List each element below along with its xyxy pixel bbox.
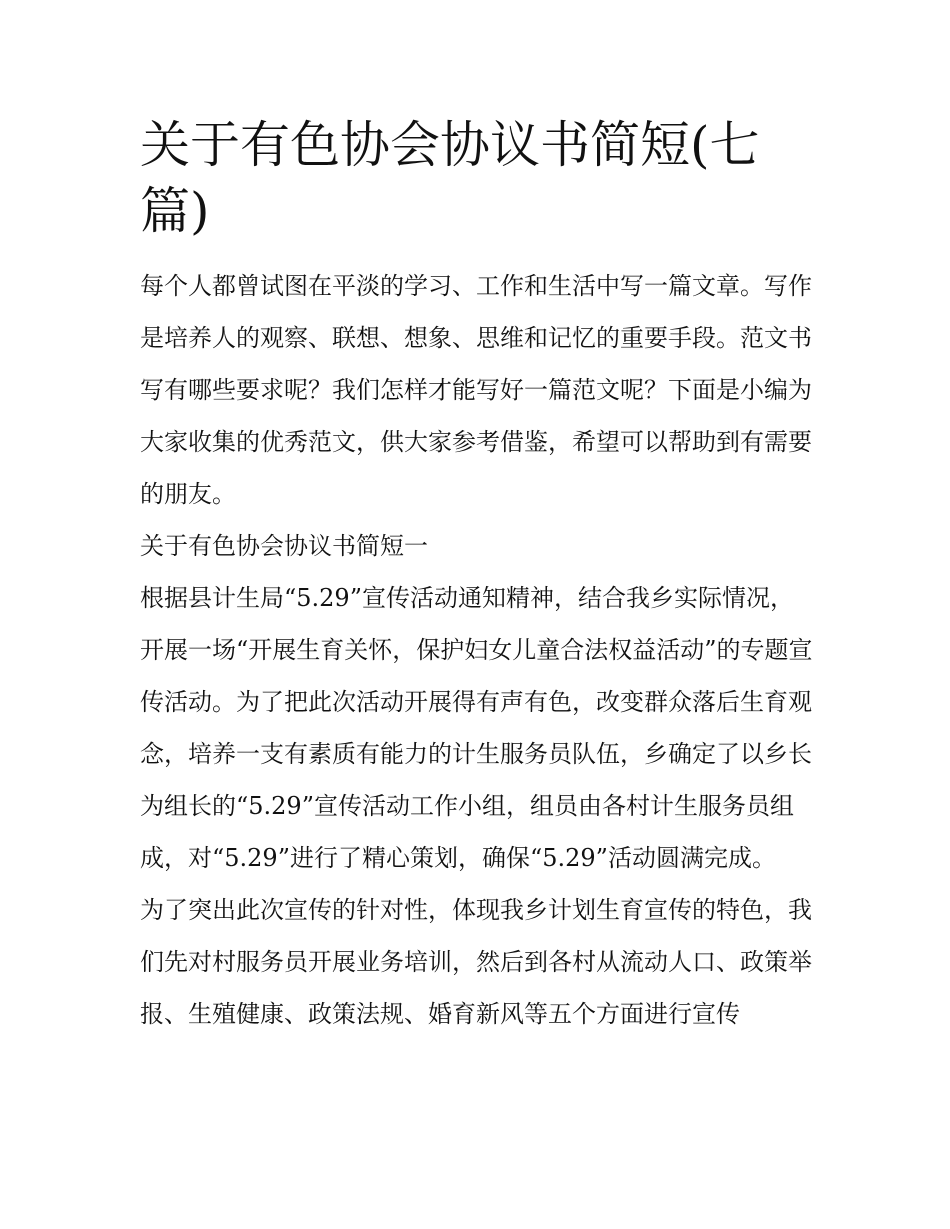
document-title: 关于有色协会协议书简短(七篇) (140, 116, 760, 240)
section-heading: 关于有色协会协议书简短一 (140, 532, 428, 560)
body-paragraph: 为了突出此次宣传的针对性，体现我乡计划生育宣传的特色，我们先对村服务员开展业务培训，然后到各村从流动人口、政策举报、生殖健康、政策法规、婚育新风等五个方面进行宣传 (140, 896, 812, 1028)
document-page (140, 112, 815, 1040)
intro-paragraph: 每个人都曾试图在平淡的学习、工作和生活中写一篇文章。写作是培养人的观察、联想、想象、思维和记忆的重要手段。范文书写有哪些要求呢？我们怎样才能写好一篇范文呢？下面是小编为大家收集的优秀范文，供大家参考借鉴，希望可以帮助到有需要的朋友。 (140, 272, 812, 508)
body-paragraph: 根据县计生局“5.29”宣传活动通知精神，结合我乡实际情况，开展一场“开展生育关怀，保护妇女儿童合法权益活动”的专题宣传活动。为了把此次活动开展得有声有色，改变群众落后生育观念，培养一支有素质有能力的计生服务员队伍，乡确定了以乡长为组长的“5.29”宣传活动工作小组，组员由各村计生服务员组成，对“5.29”进行了精心策划，确保“5.29”活动圆满完成。 (140, 584, 813, 872)
